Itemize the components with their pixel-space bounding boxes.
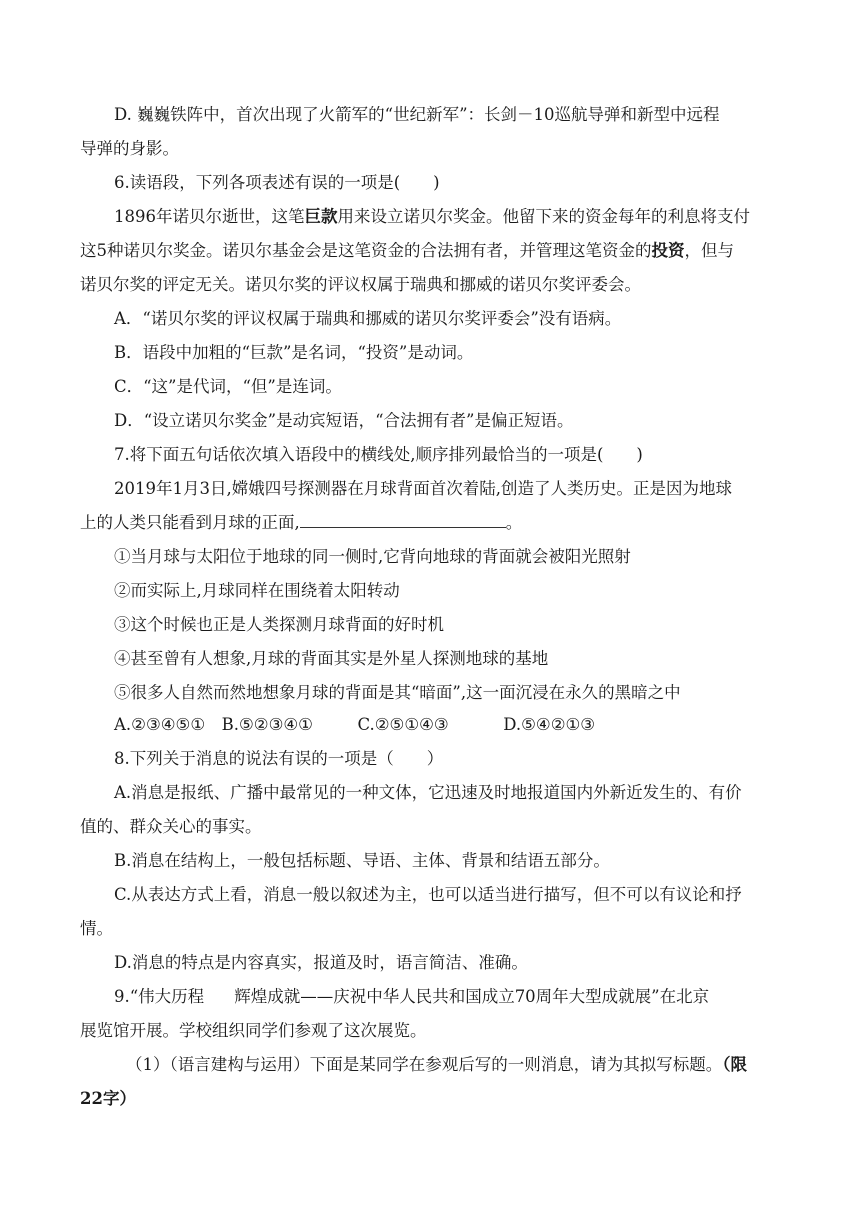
q8-option-d: D.消息的特点是内容真实，报道及时，语言简洁、准确。 (114, 953, 528, 972)
q6-option-d: D．“设立诺贝尔奖金”是动宾短语，“合法拥有者”是偏正短语。 (114, 411, 574, 430)
q7-sentence-1: ①当月球与太阳位于地球的同一侧时,它背向地球的背面就会被阳光照射 (114, 547, 631, 566)
q6-passage-text: 用来设立诺贝尔奖金。他留下来的资金每年的利息将支付 (337, 207, 750, 226)
q6-bold-word: 巨款 (304, 207, 338, 226)
q9-sub1-line2: 22字） (80, 1089, 136, 1108)
q7-option-c: C.②⑤①④③ (357, 715, 449, 734)
q8-option-c-line2: 情。 (80, 919, 113, 938)
fill-in-blank (300, 513, 506, 528)
q9-sub1-text: （1）（语言建构与运用）下面是某同学在参观后写的一则消息，请为其拟写标题。 (126, 1055, 723, 1074)
q7-passage-line1: 2019年1月3日,嫦娥四号探测器在月球背面首次着陆,创造了人类历史。正是因为地球 (114, 479, 732, 498)
q7-sentence-5: ⑤很多人自然而然地想象月球的背面是其“暗面”,这一面沉浸在永久的黑暗之中 (114, 683, 681, 702)
q8-option-a-line2: 值的、群众关心的事实。 (80, 817, 262, 836)
q6-passage-text: 这5种诺贝尔奖金。诺贝尔基金会是这笔资金的合法拥有者，并管理这笔资金的 (80, 241, 652, 260)
q5-option-d-line2: 导弹的身影。 (80, 139, 179, 158)
q7-sentence-2: ②而实际上,月球同样在围绕着太阳转动 (114, 581, 400, 600)
q9-stem-text: 辉煌成就——庆祝中华人民共和国成立70周年大型成就展”在北京 (234, 987, 710, 1006)
q8-option-c-line1: C.从表达方式上看，消息一般以叙述为主，也可以适当进行描写，但不可以有议论和抒 (114, 885, 742, 904)
q9-stem-text: 9.“伟大历程 (114, 987, 205, 1006)
q7-stem: 7.将下面五句话依次填入语段中的横线处,顺序排列最恰当的一项是( ) (114, 445, 643, 464)
q6-option-b: B．语段中加粗的“巨款”是名词，“投资”是动词。 (114, 343, 474, 362)
q7-options-row (114, 714, 595, 736)
q7-passage-text: 上的人类只能看到月球的正面, (80, 513, 300, 532)
q7-option-b: B.⑤②③④① (221, 715, 313, 734)
q8-option-a-line1: A.消息是报纸、广播中最常见的一种文体，它迅速及时地报道国内外新近发生的、有价 (114, 783, 742, 802)
q5-option-d-line1: D. 巍巍铁阵中，首次出现了火箭军的“世纪新军”：长剑－10巡航导弹和新型中远程 (114, 105, 720, 124)
q6-passage-text: ，但与 (684, 241, 734, 260)
q6-option-a: A．“诺贝尔奖的评议权属于瑞典和挪威的诺贝尔奖评委会”没有语病。 (114, 309, 622, 328)
q9-stem-line1 (114, 986, 709, 1008)
q9-stem-line2: 展览馆开展。学校组织同学们参观了这次展览。 (80, 1021, 427, 1040)
q6-stem: 6.读语段，下列各项表述有误的一项是( ) (114, 173, 440, 192)
q7-sentence-4: ④甚至曾有人想象,月球的背面其实是外星人探测地球的基地 (114, 649, 549, 668)
q7-passage-line2 (80, 512, 522, 534)
q7-sentence-3: ③这个时候也正是人类探测月球背面的好时机 (114, 615, 444, 634)
q7-passage-text: 。 (505, 513, 523, 532)
q7-option-a: A.②③④⑤① (114, 715, 206, 734)
q6-passage-line1 (114, 206, 750, 228)
q6-bold-word: 投资 (651, 241, 685, 260)
q6-passage-line2 (80, 240, 734, 262)
q9-sub1-line1 (126, 1054, 747, 1076)
q9-word-limit: （限 (722, 1055, 747, 1074)
q6-passage-text: 1896年诺贝尔逝世，这笔 (114, 207, 305, 226)
q8-stem: 8.下列关于消息的说法有误的一项是（ ） (114, 749, 444, 768)
q8-option-b: B.消息在结构上，一般包括标题、导语、主体、背景和结语五部分。 (114, 851, 610, 870)
q6-passage-line3: 诺贝尔奖的评定无关。诺贝尔奖的评议权属于瑞典和挪威的诺贝尔奖评委会。 (80, 275, 641, 294)
q7-option-d: D.⑤④②①③ (503, 715, 596, 734)
q6-option-c: C．“这”是代词，“但”是连词。 (114, 377, 342, 396)
